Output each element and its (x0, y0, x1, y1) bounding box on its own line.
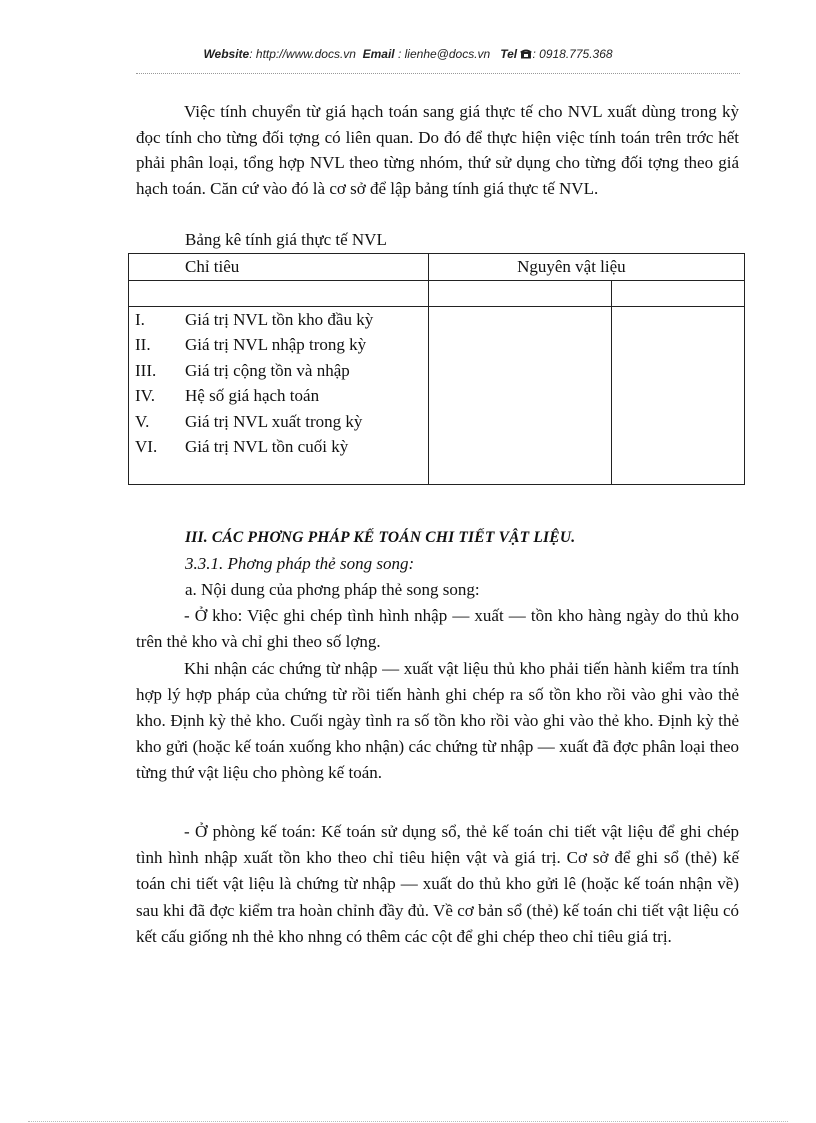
paragraph-accounting-dept: - Ở phòng kế toán: Kế toán sử dụng sổ, thẻ kế toán chi tiết vật liệu để ghi chép tình hình nhập xuất tồn kho theo chỉ tiêu hiện vật và giá trị. Cơ sở để ghi sổ (thẻ) kế toán chi tiết vật liệu là chứng từ nhập — xuất do thủ kho gửi lê (hoặc kế toán nhận về) sau khi đã đợc kiểm tra hoàn chỉnh đầy đủ. Về cơ bản sổ (thẻ) kế toán chi tiết vật liệu có kết cấu giống nh thẻ kho nhng có thêm các cột để ghi chép theo chỉ tiêu giá trị. (136, 822, 739, 946)
section-title: III. CÁC PHƠNG PHÁP KẾ TOÁN CHI TIẾT VẬT LIỆU. (185, 529, 576, 546)
header-divider (136, 73, 740, 74)
row-label: Giá trị NVL tồn cuối kỳ (185, 437, 349, 456)
header-materials-label: Nguyên vật liệu (517, 257, 626, 276)
subsection-title: 3.3.1. Phơng pháp thẻ song song: (185, 554, 415, 573)
row-number: III. (135, 360, 157, 380)
header-cell-materials (428, 254, 744, 281)
row-number: VI. (135, 437, 158, 456)
website-label: Website (203, 47, 250, 61)
page-header (0, 47, 816, 61)
email-label: Email (362, 47, 395, 61)
row-label: Giá trị NVL xuất trong kỳ (185, 411, 363, 431)
price-table (128, 253, 745, 485)
footer-divider (28, 1121, 788, 1122)
tel-label: Tel (500, 47, 518, 61)
row-number: I. (135, 309, 145, 329)
row-label: Giá trị NVL nhập trong kỳ (185, 335, 367, 354)
row-number: IV. (135, 386, 155, 405)
header-cell-criteria (129, 254, 429, 281)
table-caption: Bảng kê tính giá thực tế NVL (185, 230, 387, 249)
paragraph-warehouse: - Ở kho: Việc ghi chép tình hình nhập — xuất — tồn kho hàng ngày do thủ kho trên thẻ kho và chỉ ghi theo số lợng. (136, 606, 739, 651)
subheader-cell (129, 280, 429, 306)
table-row (129, 383, 428, 409)
tel-value: : 0918.775.368 (532, 47, 613, 61)
phone-icon (520, 48, 532, 59)
table-row (129, 307, 428, 333)
row-label: Giá trị cộng tồn và nhập (185, 360, 350, 380)
row-label: Giá trị NVL tồn kho đầu kỳ (185, 309, 374, 329)
material-value-cell (428, 306, 612, 485)
row-number: V. (135, 411, 150, 431)
intro-paragraph: Việc tính chuyển từ giá hạch toán sang giá thực tế cho NVL xuất dùng trong kỳ đọc tính cho từng đối tợng có liên quan. Do đó để thực hiện việc tính toán trên trớc hết phải phân loại, tổng hợp NVL theo từng nhóm, thứ sử dụng cho từng đối tợng theo giá hạch toán. Căn cứ vào đó là cơ sở để lập bảng tính giá thực tế NVL. (136, 102, 739, 198)
table-row (129, 409, 428, 435)
header-criteria-label: Chỉ tiêu (185, 257, 240, 276)
paragraph-receipt: Khi nhận các chứng từ nhập — xuất vật liệu thủ kho phải tiến hành kiểm tra tính hợp lý hợp pháp của chứng từ rồi tiến hành ghi chép ra số tồn kho rồi vào ghi vào thẻ kho. Định kỳ thẻ kho. Cuối ngày tình ra số tồn kho rồi vào ghi vào thẻ kho. Định kỳ thẻ kho gửi (hoặc kế toán xuống kho nhận) các chứng từ nhập — xuất đã đợc phân loại theo từng thứ vật liệu cho phòng kế toán. (136, 659, 739, 782)
subheader-cell (612, 280, 745, 306)
website-value[interactable]: : http://www.docs.vn (249, 47, 356, 61)
email-value[interactable]: : lienhe@docs.vn (394, 47, 491, 61)
table-row (129, 434, 428, 460)
subheader-cell (428, 280, 612, 306)
row-number: II. (135, 335, 151, 354)
criteria-list-cell (129, 306, 429, 485)
table-row (129, 332, 428, 358)
table-row (129, 358, 428, 384)
item-a-heading: a. Nội dung của phơng pháp thẻ song song: (185, 580, 480, 599)
material-value-cell (612, 306, 745, 485)
row-label: Hệ số giá hạch toán (185, 386, 320, 405)
